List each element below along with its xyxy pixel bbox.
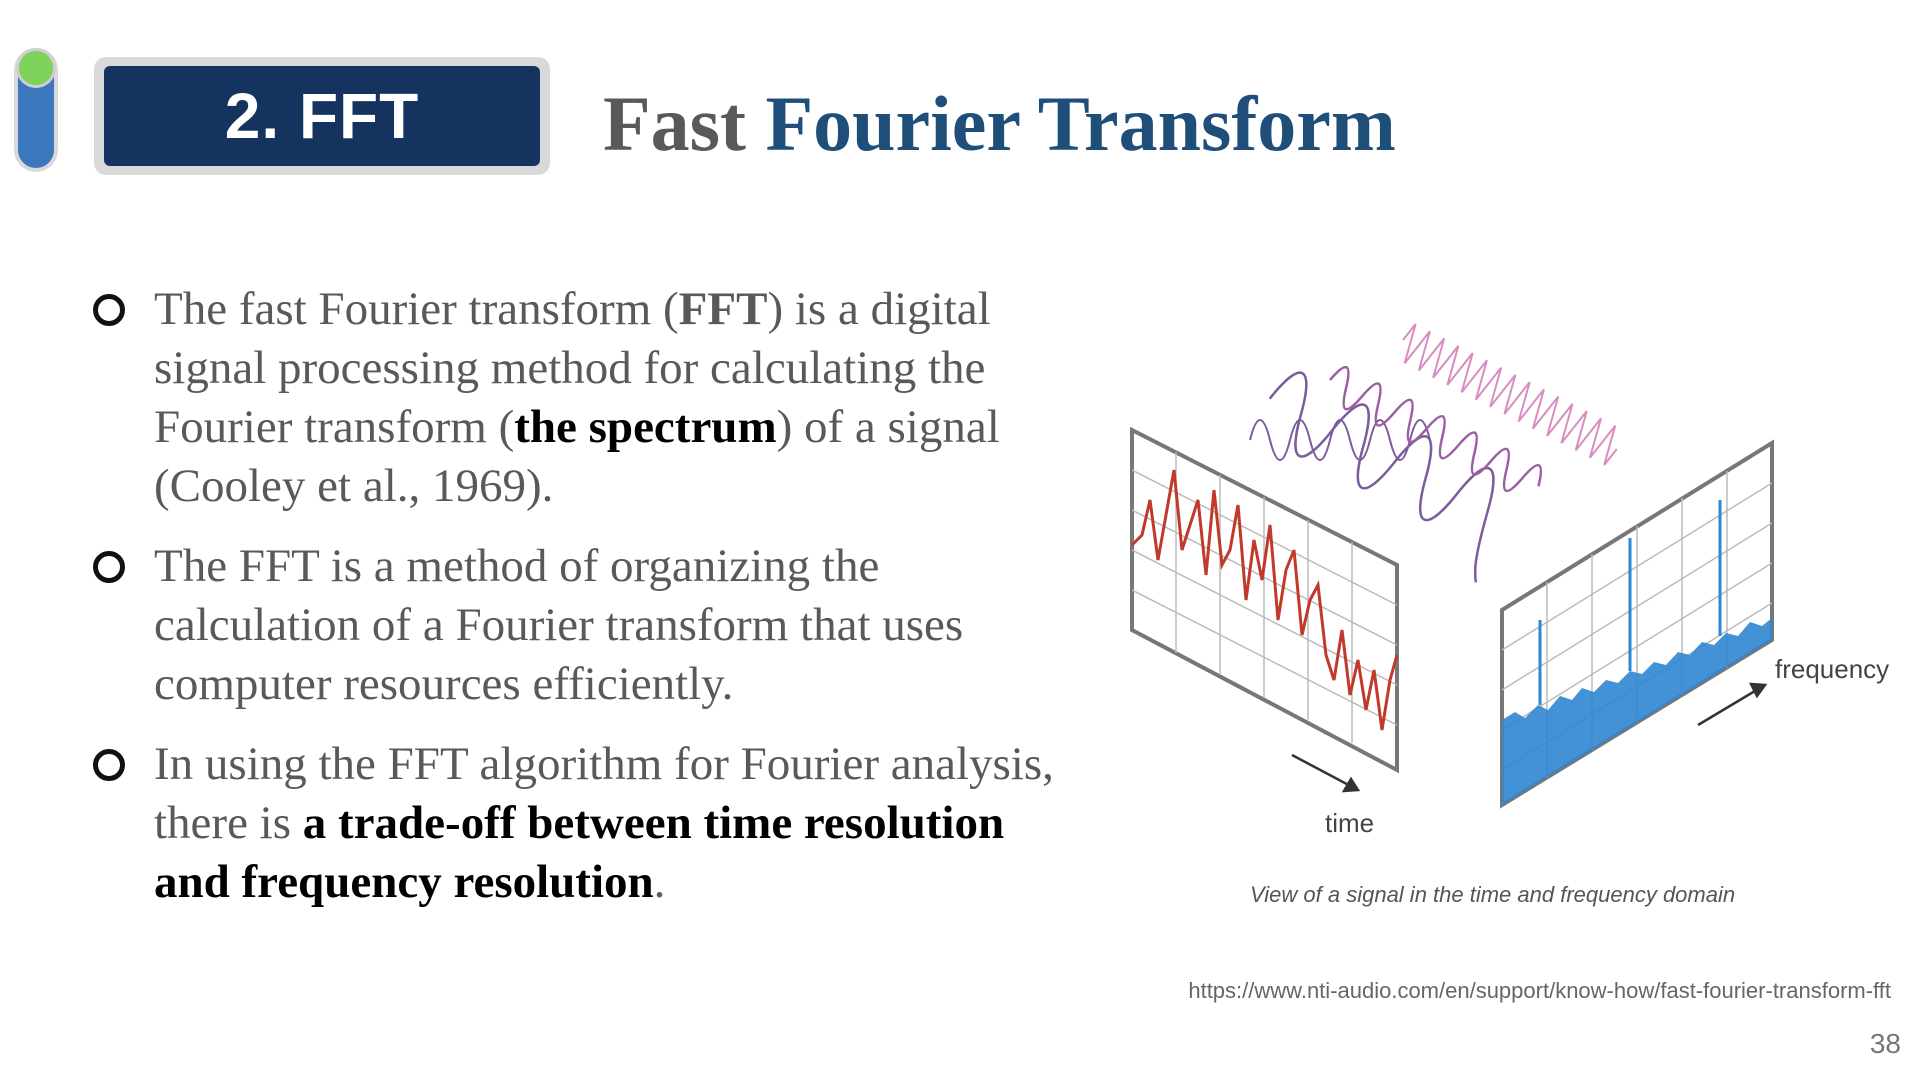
bullet-item-2 [90, 537, 1080, 714]
slide-title [603, 78, 1396, 170]
bullet-1-bold-spectrum: the spectrum [514, 401, 777, 453]
source-link[interactable]: https://www.nti-audio.com/en/support/know-how/fast-fourier-transform-fft [1188, 978, 1891, 1003]
frequency-domain-panel [1502, 443, 1772, 805]
section-label-box [94, 57, 550, 175]
bullet-list [90, 280, 1080, 933]
title-part-fast: Fast [603, 80, 746, 167]
time-axis-label: time [1325, 808, 1375, 838]
section-label: 2. FFT [104, 66, 540, 166]
page-number: 38 [1869, 1028, 1901, 1059]
circle-bullet-icon [93, 294, 125, 326]
title-part-fourier-transform: Fourier Transform [765, 80, 1396, 167]
bullet-2-text: The FFT is a method of organizing the calculation of a Fourier transform that uses computer resources efficiently. [154, 540, 964, 710]
circle-bullet-icon [93, 749, 125, 781]
frequency-axis-label: frequency [1775, 654, 1890, 684]
component-wave-high [1394, 322, 1626, 467]
bullet-3-bold-tradeoff: a trade-off between time resolution and frequency resolution [154, 797, 1005, 908]
bullet-3-text-a: In using the FFT algorithm for Fourier analysis, there is [154, 738, 1054, 849]
bullet-1-text-a: The fast Fourier transform ( [154, 283, 679, 335]
time-axis-arrow [1292, 755, 1358, 791]
slide-marker-dot [19, 51, 53, 85]
circle-bullet-icon [93, 551, 125, 583]
bullet-1-bold-fft: FFT [678, 283, 768, 335]
sine-wave-low [1250, 420, 1430, 460]
bullet-1-text-b: ) is a digital signal processing method for calculating the Fourier transform ( [154, 283, 991, 453]
frequency-axis-arrow [1698, 684, 1765, 725]
figure-caption: View of a signal in the time and frequency domain [1250, 882, 1736, 907]
bullet-3-text-b: . [653, 856, 666, 908]
time-frequency-illustration [1120, 300, 1920, 860]
bullet-1-text-c: ) of a signal (Cooley et al., 1969). [154, 401, 1000, 512]
bullet-item-1 [90, 280, 1080, 516]
bullet-item-3 [90, 735, 1080, 912]
